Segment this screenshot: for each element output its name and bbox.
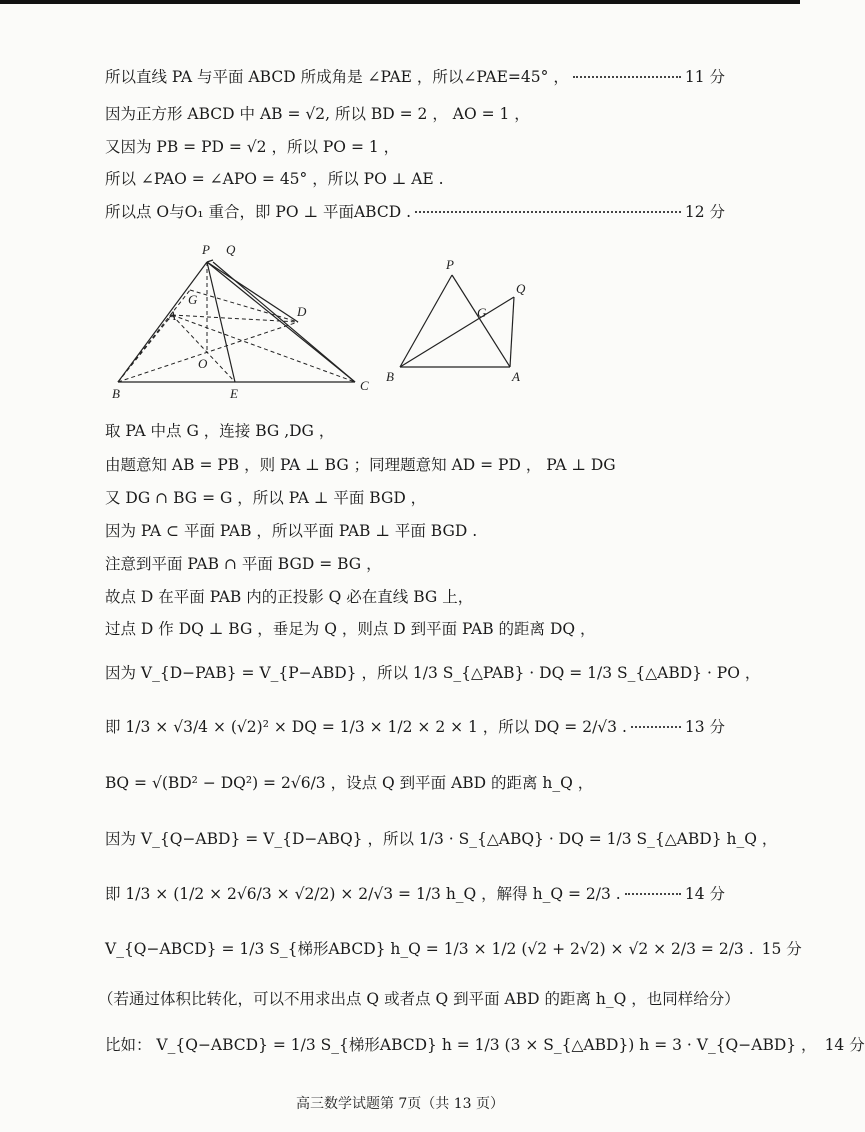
score-mark: 11 分	[684, 68, 725, 86]
solution-line-16: 因为 V_{Q−ABD} = V_{D−ABQ} ，所以 1/3 · S_{△ABQ} · DQ = 1/3 S_{△ABD} h_Q ，	[105, 830, 778, 848]
solution-line-13: 因为 V_{D−PAB} = V_{P−ABD} ，所以 1/3 S_{△PAB} · DQ = 1/3 S_{△ABD} · PO ，	[105, 664, 761, 682]
fig2-label-a: A	[512, 369, 520, 384]
score-mark: 14 分	[824, 1036, 865, 1054]
solution-line-17: 即 1/3 × (1/2 × 2√6/3 × √2/2) × 2/√3 = 1/3 h_Q ，解得 h_Q = 2/3 . 14 分	[105, 885, 725, 903]
solution-line-7: 由题意知 AB = PB ，则 PA ⊥ BG ；同理题意知 AD = PD ， PA ⊥ DG	[105, 456, 616, 474]
fig1-label-e: E	[230, 386, 238, 401]
solution-line-5: 所以点 O与O₁ 重合，即 PO ⊥ 平面ABCD . 12 分	[105, 203, 725, 221]
solution-line-3: 又因为 PB = PD = √2 ，所以 PO = 1 ，	[105, 138, 400, 156]
solution-line-9: 因为 PA ⊂ 平面 PAB ，所以平面 PAB ⊥ 平面 BGD .	[105, 522, 478, 540]
solution-line-2: 因为正方形 ABCD 中 AB = √2, 所以 BD = 2 ， AO = 1 ，	[105, 105, 530, 123]
pyramid-figure	[110, 240, 380, 400]
solution-line-1: 所以直线 PA 与平面 ABCD 所成角是 ∠PAE ，所以∠PAE=45° ， 11 分	[105, 68, 725, 86]
fig1-label-a: A	[168, 308, 176, 323]
solution-line-18: V_{Q−ABCD} = 1/3 S_{梯形ABCD} h_Q = 1/3 × 1/2 (√2 + 2√2) × √2 × 2/3 = 2/3 . 15 分	[105, 940, 802, 958]
fig1-label-c: C	[360, 378, 369, 393]
score-mark: 14 分	[684, 885, 725, 903]
fig2-label-g: G	[477, 305, 487, 320]
fig1-label-q: Q	[226, 242, 236, 257]
fig2-label-b: B	[386, 369, 394, 384]
fig2-label-p: P	[446, 257, 454, 272]
note-line: （若通过体积比转化，可以不用求出点 Q 或者点 Q 到平面 ABD 的距离 h_Q ，也同样给分）	[98, 990, 740, 1008]
score-mark: 15 分	[761, 940, 802, 958]
fig1-label-d: D	[297, 304, 307, 319]
solution-line-11: 故点 D 在平面 PAB 内的正投影 Q 必在直线 BG 上，	[105, 588, 474, 606]
fig2-label-q: Q	[516, 281, 526, 296]
solution-line-4: 所以 ∠PAO = ∠APO = 45° ，所以 PO ⊥ AE .	[105, 170, 444, 188]
solution-line-14: 即 1/3 × √3/4 × (√2)² × DQ = 1/3 × 1/2 × 2 × 1 ，所以 DQ = 2/√3 . 13 分	[105, 718, 725, 736]
solution-line-15: BQ = √(BD² − DQ²) = 2√6/3 ，设点 Q 到平面 ABD 的距离 h_Q ，	[105, 774, 594, 792]
triangle-figure	[380, 255, 540, 385]
fig1-label-p: P	[202, 242, 210, 257]
solution-line-10: 注意到平面 PAB ∩ 平面 BGD = BG ，	[105, 555, 382, 573]
fig1-label-g: G	[188, 292, 198, 307]
solution-line-12: 过点 D 作 DQ ⊥ BG ，垂足为 Q ，则点 D 到平面 PAB 的距离 DQ ，	[105, 620, 596, 638]
fig1-label-o: O	[198, 356, 208, 371]
page-footer: 高三数学试题第 7页（共 13 页）	[295, 1096, 505, 1112]
solution-line-6: 取 PA 中点 G ，连接 BG ,DG ，	[105, 422, 335, 440]
fig1-label-b: B	[112, 386, 120, 401]
solution-line-8: 又 DG ∩ BG = G ，所以 PA ⊥ 平面 BGD ，	[105, 489, 427, 507]
score-mark: 12 分	[684, 203, 725, 221]
score-mark: 13 分	[684, 718, 725, 736]
top-border	[0, 0, 800, 4]
solution-line-20: 比如： V_{Q−ABCD} = 1/3 S_{梯形ABCD} h = 1/3 (3 × S_{△ABD}) h = 3 · V_{Q−ABD} ， 14 分	[105, 1036, 865, 1054]
